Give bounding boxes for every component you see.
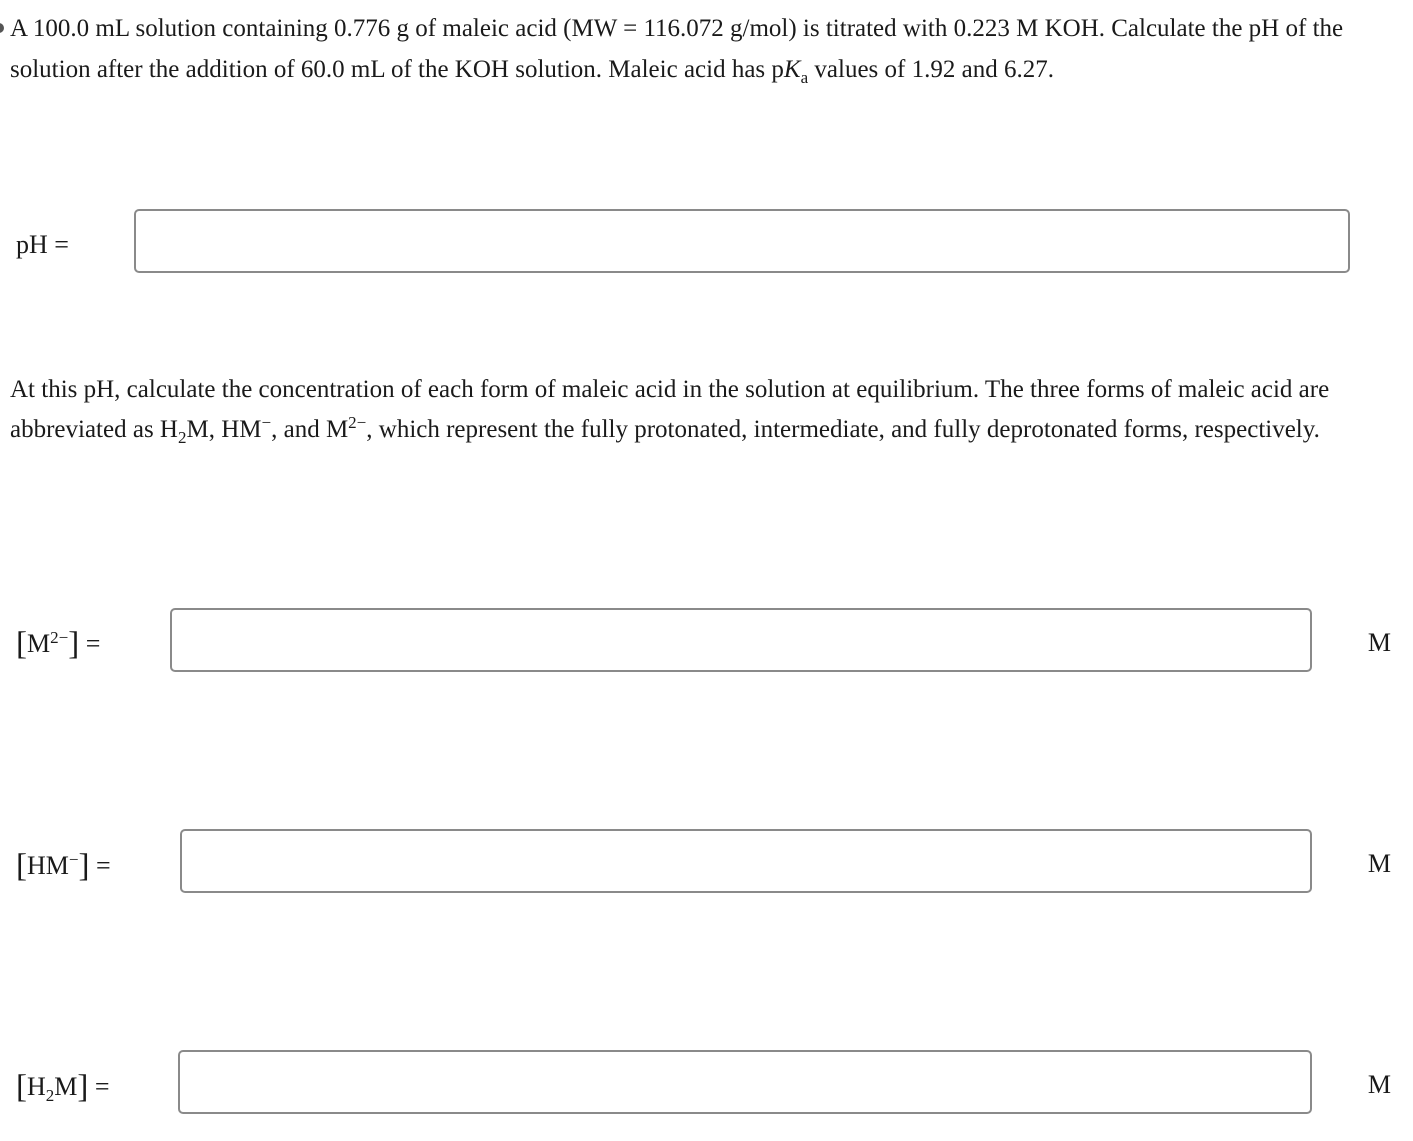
- question-text-part: A 100.0 mL solution containing 0.776 g of maleic acid (MW = 116.072 g/mol) is titrated with 0.223 M KOH. Calculate the pH of the solution after the addition of 60.0 mL of the KOH solution. Maleic acid has p: [10, 15, 1344, 83]
- h2m-unit-label: M: [1367, 1070, 1391, 1099]
- hm-concentration-input[interactable]: [180, 829, 1312, 893]
- species-symbol: M: [54, 1072, 78, 1101]
- charge-superscript: 2−: [50, 628, 69, 647]
- h2m-concentration-input[interactable]: [178, 1050, 1312, 1114]
- m-superscript: 2−: [348, 413, 367, 432]
- question-text-part: , and M: [271, 416, 349, 443]
- species-subscript: 2: [45, 1086, 55, 1105]
- m2-unit-label: M: [1367, 628, 1391, 657]
- h2m-subscript: 2: [177, 428, 187, 447]
- question-text-part: M, HM: [186, 416, 262, 443]
- close-bracket: ]: [68, 626, 80, 662]
- close-bracket: ]: [77, 1069, 89, 1105]
- open-bracket: [: [16, 848, 27, 884]
- ph-input[interactable]: [134, 209, 1350, 273]
- question-text-part: , which represent the fully protonated, intermediate, and fully deprotonated forms, respectively.: [366, 416, 1320, 443]
- species-symbol: HM: [27, 851, 69, 880]
- question-text-part: At this pH, calculate the concentration of each form of maleic acid in the solution at equilibrium. The three forms of maleic acid are abbreviated as H: [10, 376, 1330, 443]
- question-text-ph: [10, 8, 1402, 90]
- species-symbol: H: [27, 1072, 46, 1101]
- open-bracket: [: [16, 626, 27, 662]
- question-text-part: values of 1.92 and 6.27.: [808, 56, 1054, 83]
- question-text-concentrations: [10, 370, 1402, 450]
- ph-label: pH =: [16, 230, 69, 259]
- ka-symbol: K: [783, 56, 801, 83]
- m2-concentration-label: [16, 624, 100, 661]
- hm-concentration-label: [16, 846, 111, 883]
- equals-sign: =: [96, 851, 111, 880]
- equals-sign: =: [85, 629, 101, 658]
- hm-superscript: −: [261, 413, 272, 432]
- hm-unit-label: M: [1367, 849, 1391, 878]
- charge-superscript: −: [68, 850, 79, 869]
- h2m-concentration-label: [16, 1067, 110, 1104]
- question-bullet: [0, 23, 4, 33]
- close-bracket: ]: [78, 848, 90, 884]
- open-bracket: [: [16, 1069, 27, 1105]
- species-symbol: M: [27, 629, 51, 658]
- equals-sign: =: [94, 1072, 110, 1101]
- ka-subscript: a: [800, 68, 809, 87]
- m2-concentration-input[interactable]: [170, 608, 1312, 672]
